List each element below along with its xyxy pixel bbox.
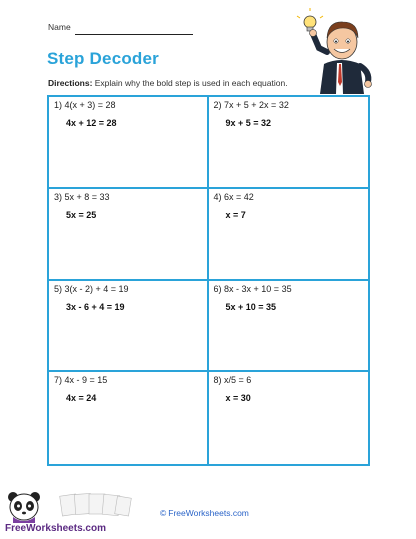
site-link-text[interactable]: FreeWorksheets.com: [168, 508, 249, 518]
bold-step: 5x = 25: [66, 209, 97, 220]
problem-grid: [47, 95, 370, 466]
site-link[interactable]: [160, 508, 249, 518]
problem-box-1[interactable]: [49, 97, 209, 189]
problem-equation: 3) 5x + 8 = 33: [54, 191, 110, 202]
problem-box-6[interactable]: [209, 281, 369, 373]
problem-box-4[interactable]: [209, 189, 369, 281]
page-title: Step Decoder: [47, 49, 159, 68]
bold-step: 5x + 10 = 35: [225, 301, 277, 312]
problem-box-7[interactable]: [49, 372, 209, 464]
directions-label: Directions:: [48, 78, 93, 88]
name-label-text: Name: [48, 22, 71, 32]
panda-icon: [8, 492, 40, 523]
bold-step: x = 30: [225, 393, 251, 404]
name-field-line[interactable]: [75, 34, 193, 35]
panda-logo-icon: [3, 491, 133, 535]
problem-box-8[interactable]: [209, 372, 369, 464]
problem-box-2[interactable]: [209, 97, 369, 189]
problem-equation: 8) x/5 = 6: [213, 375, 252, 386]
problem-box-5[interactable]: [49, 281, 209, 373]
lightbulb-icon: [297, 8, 323, 31]
directions-text: Explain why the bold step is used in each equation.: [92, 78, 288, 88]
bold-step: x = 7: [225, 209, 246, 220]
directions: [48, 78, 288, 88]
problem-equation: 4) 6x = 42: [213, 191, 254, 202]
problem-equation: 2) 7x + 5 + 2x = 32: [213, 100, 289, 110]
problem-equation: 6) 8x - 3x + 10 = 35: [213, 283, 292, 294]
worksheet-stack-icon: [60, 493, 132, 516]
problem-equation: 1) 4(x + 3) = 28: [54, 100, 116, 110]
bold-step: 4x + 12 = 28: [66, 118, 117, 128]
problem-box-3[interactable]: [49, 189, 209, 281]
copyright-symbol: ©: [160, 508, 167, 518]
bold-step: 4x = 24: [66, 393, 97, 404]
svg-text:FreeWorksheets.com: FreeWorksheets.com: [5, 523, 106, 534]
name-label: [48, 22, 71, 32]
problem-equation: 7) 4x - 9 = 15: [54, 375, 108, 386]
problem-equation: 5) 3(x - 2) + 4 = 19: [54, 283, 129, 294]
businessman-lightbulb-icon: [296, 8, 382, 94]
bold-step: 9x + 5 = 32: [225, 118, 272, 128]
bold-step: 3x - 6 + 4 = 19: [66, 301, 125, 312]
